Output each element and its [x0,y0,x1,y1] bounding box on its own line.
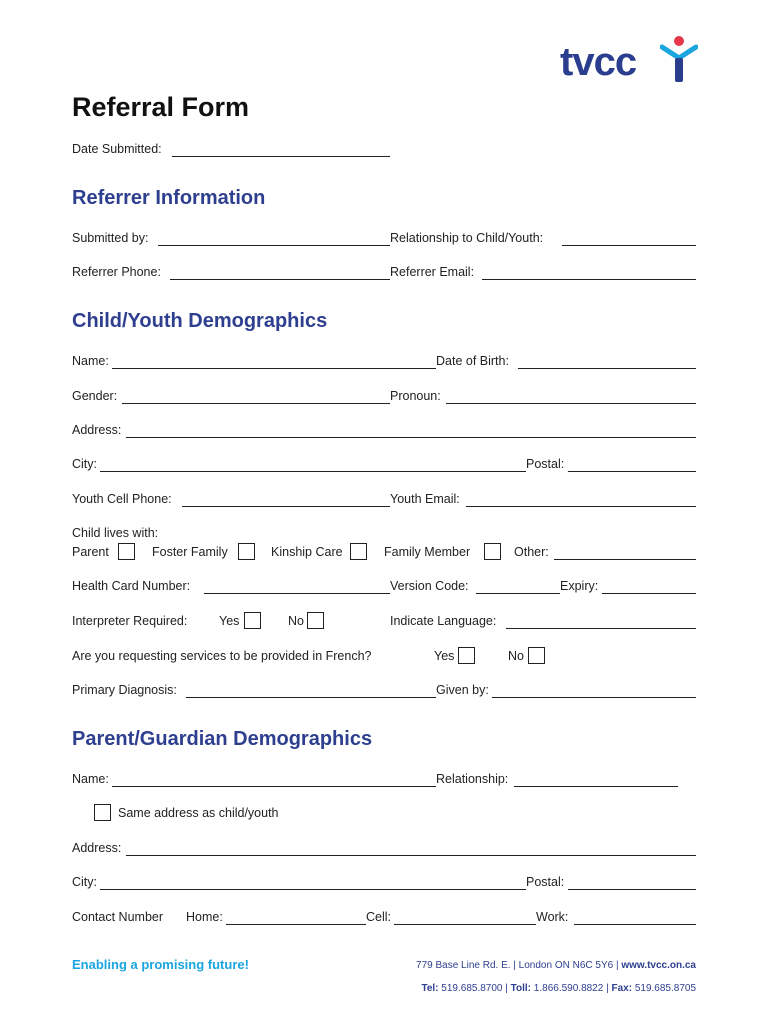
expiry-field[interactable] [560,579,696,597]
child-city-label: City: [72,457,97,471]
lives-parent-checkbox[interactable] [118,543,135,560]
child-postal-field[interactable] [526,457,696,475]
lives-kinship-label: Kinship Care [271,545,343,559]
child-address-label: Address: [72,423,122,437]
interpreter-label: Interpreter Required: [72,614,188,628]
health-card-label: Health Card Number: [72,579,191,593]
child-name-field[interactable] [72,354,436,372]
footer-tagline: Enabling a promising future! [72,957,249,972]
parent-relationship-field[interactable] [436,772,678,790]
footer-sep-1: | [505,983,508,994]
gender-field[interactable] [72,389,390,407]
child-address-line[interactable] [126,437,696,438]
footer-sep-2: | [606,983,609,994]
submitted-by-line[interactable] [158,245,390,246]
date-submitted-label: Date Submitted: [72,142,162,156]
lives-other-label: Other: [514,545,549,559]
language-label: Indicate Language: [390,614,497,628]
footer-address-line [416,960,696,971]
child-city-field[interactable] [72,457,526,475]
relationship-label: Relationship to Child/Youth: [390,231,544,245]
parent-address-field[interactable] [72,841,696,859]
youth-cell-label: Youth Cell Phone: [72,492,172,506]
interpreter-no-label: No [288,614,304,628]
home-phone-line[interactable] [226,924,366,925]
parent-relationship-line[interactable] [514,786,678,787]
work-phone-label: Work: [536,910,569,924]
submitted-by-label: Submitted by: [72,231,149,245]
parent-address-line[interactable] [126,855,696,856]
french-yes-checkbox[interactable] [458,647,475,664]
referrer-phone-line[interactable] [170,279,390,280]
language-line[interactable] [506,628,696,629]
home-phone-label: Home: [186,910,223,924]
child-city-line[interactable] [100,471,526,472]
parent-city-line[interactable] [100,889,526,890]
footer-fax-label: Fax: [611,983,633,994]
parent-name-line[interactable] [112,786,436,787]
parent-city-field[interactable] [72,875,526,893]
version-code-field[interactable] [390,579,560,597]
footer-phone-line [421,983,696,994]
parent-address-label: Address: [72,841,122,855]
interpreter-yes-checkbox[interactable] [244,612,261,629]
parent-postal-label: Postal: [526,875,565,889]
french-no-checkbox[interactable] [528,647,545,664]
page-title: Referral Form [72,92,250,122]
footer-tel: 519.685.8700 [441,983,503,994]
french-no-label: No [508,649,524,663]
version-code-line[interactable] [476,593,560,594]
lives-other-field[interactable] [514,545,696,563]
footer-toll-label: Toll: [510,983,532,994]
parent-name-field[interactable] [72,772,436,790]
work-phone-field[interactable] [536,910,696,928]
gender-label: Gender: [72,389,118,403]
expiry-label: Expiry: [560,579,599,593]
given-by-line[interactable] [492,697,696,698]
parent-postal-line[interactable] [568,889,696,890]
gender-line[interactable] [122,403,390,404]
footer-website[interactable]: www.tvcc.on.ca [621,960,696,971]
date-submitted-field[interactable] [72,142,390,160]
child-name-line[interactable] [112,368,436,369]
pronoun-field[interactable] [390,389,696,407]
section-parent-heading: Parent/Guardian Demographics [72,728,373,750]
parent-relationship-label: Relationship: [436,772,509,786]
pronoun-line[interactable] [446,403,696,404]
diagnosis-label: Primary Diagnosis: [72,683,177,697]
expiry-line[interactable] [602,593,696,594]
language-field[interactable] [390,614,696,632]
lives-kinship-checkbox[interactable] [350,543,367,560]
date-submitted-line[interactable] [172,156,390,157]
submitted-by-field[interactable] [72,231,390,249]
lives-family-checkbox[interactable] [484,543,501,560]
youth-email-field[interactable] [390,492,696,510]
same-address-label: Same address as child/youth [118,806,279,820]
french-yes-label: Yes [434,649,455,663]
health-card-field[interactable] [72,579,390,597]
logo-figure-icon [660,34,698,84]
version-code-label: Version Code: [390,579,469,593]
lives-foster-checkbox[interactable] [238,543,255,560]
referrer-email-line[interactable] [482,279,696,280]
lives-family-label: Family Member [384,545,471,559]
child-name-label: Name: [72,354,109,368]
lives-other-line[interactable] [554,559,696,560]
given-by-field[interactable] [436,683,696,701]
section-referrer-heading: Referrer Information [72,187,266,209]
youth-cell-line[interactable] [182,506,390,507]
referrer-phone-label: Referrer Phone: [72,265,161,279]
logo-wordmark: tvcc [560,40,637,84]
cell-phone-label: Cell: [366,910,392,924]
child-address-field[interactable] [72,423,696,441]
parent-postal-field[interactable] [526,875,696,893]
youth-email-label: Youth Email: [390,492,460,506]
footer-fax: 519.685.8705 [634,983,696,994]
health-card-line[interactable] [204,593,390,594]
given-by-label: Given by: [436,683,489,697]
dob-line[interactable] [518,368,696,369]
footer-address: 779 Base Line Rd. E. | London ON N6C 5Y6 | [416,960,619,971]
footer-tel-label: Tel: [421,983,439,994]
child-postal-line[interactable] [568,471,696,472]
cell-phone-field[interactable] [366,910,536,928]
referrer-phone-field[interactable] [72,265,390,283]
parent-name-label: Name: [72,772,109,786]
lives-foster-label: Foster Family [152,545,228,559]
pronoun-label: Pronoun: [390,389,441,403]
relationship-field[interactable] [390,231,696,249]
section-child-heading: Child/Youth Demographics [72,310,328,332]
tvcc-logo [560,34,700,84]
referrer-email-label: Referrer Email: [390,265,475,279]
lives-parent-label: Parent [72,545,109,559]
interpreter-no-checkbox[interactable] [307,612,324,629]
french-question: Are you requesting services to be provided in French? [72,649,372,663]
contact-number-label: Contact Number [72,910,164,924]
parent-city-label: City: [72,875,97,889]
footer-toll: 1.866.590.8822 [533,983,604,994]
youth-cell-field[interactable] [72,492,390,510]
cell-phone-line[interactable] [394,924,536,925]
relationship-line[interactable] [562,245,696,246]
work-phone-line[interactable] [574,924,696,925]
diagnosis-field[interactable] [72,683,436,701]
home-phone-field[interactable] [186,910,366,928]
lives-with-label: Child lives with: [72,526,159,540]
youth-email-line[interactable] [466,506,696,507]
diagnosis-line[interactable] [186,697,436,698]
referrer-email-field[interactable] [390,265,696,283]
interpreter-yes-label: Yes [219,614,240,628]
dob-label: Date of Birth: [436,354,509,368]
dob-field[interactable] [436,354,696,372]
same-address-checkbox[interactable] [94,804,111,821]
child-postal-label: Postal: [526,457,565,471]
